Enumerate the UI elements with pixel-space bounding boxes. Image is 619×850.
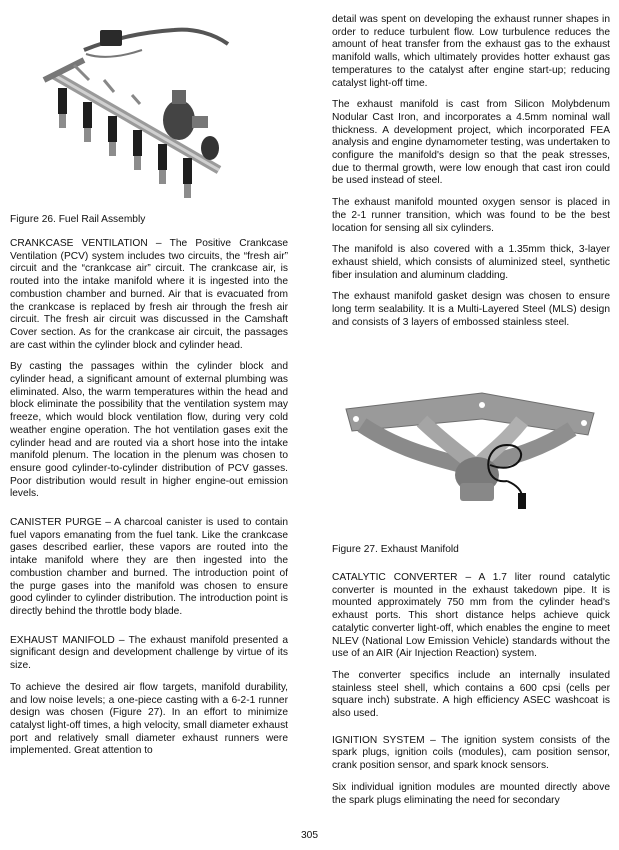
paragraph: To achieve the desired air flow targets, manifold durability, and low noise levels; a one-piece casting with a 6-2-1 runner design was chosen (Figure 27). In an effort to minimize catalyst light-off times, a high velocity, small diameter exhaust port and relatively small diameter exhaust runners were implemented. Great attention to	[10, 681, 288, 757]
paragraph: The exhaust manifold gasket design was chosen to ensure long term sealability. It is a Multi-Layered Steel (MLS) design and consists of 3 layers of embossed stainless steel.	[332, 291, 610, 328]
right-column-bottom	[332, 572, 610, 816]
fuel-rail-figure	[14, 20, 284, 210]
figure-26-caption: Figure 26. Fuel Rail Assembly	[10, 214, 146, 225]
paragraph: IGNITION SYSTEM – The ignition system consists of the spark plugs, ignition coils (modules), cam position sensor, crank position sensor, and spark knock sensors.	[332, 734, 610, 772]
paragraph: CRANKCASE VENTILATION – The Positive Crankcase Ventilation (PCV) system includes two circuits, the “fresh air” circuit and the “crankcase air” circuit. The crankcase air, is routed into the intake manifold where it is ingested into the combustion chamber and burned. Air that is evacuated from the crankcase is replaced by fresh air through the fresh air circuit. The fresh air circuit was discussed in the Camshaft Cover section. As for the crankcase air circuit, the passages are cast within the cylinder block and cylinder head.	[10, 238, 288, 351]
figure-27-caption: Figure 27. Exhaust Manifold	[332, 544, 459, 555]
paragraph: The exhaust manifold is cast from Silicon Molybdenum Nodular Cast Iron, and incorporates a 4.5mm nominal wall thickness. A development project, which incorporated FEA analysis and engine dynamometer testing, was undertaken to configure the manifold's design so that the peak stresses, due to thermal growth, were low enough that cast iron could be used instead of steel.	[332, 99, 610, 187]
paragraph: CANISTER PURGE – A charcoal canister is used to contain fuel vapors emanating from the fuel tank. Like the crankcase gases described earlier, these vapors are routed into the intake manifold where they are then ingested into the combustion chamber and burned. The introduction point of the purge gases into the manifold was chosen to ensure good cylinder to cylinder distribution. The introduction point is directly behind the throttle body blade.	[10, 517, 288, 617]
page-number: 305	[301, 830, 318, 841]
paragraph: EXHAUST MANIFOLD – The exhaust manifold presented a significant design and development challenge by virtue of its size.	[10, 634, 288, 672]
paragraph: detail was spent on developing the exhaust runner shapes in order to reduce turbulent flow. Low turbulence reduces the amount of heat transfer from the exhaust gas to the exhaust manifold walls, which ultimately provides hotter exhaust gas temperatures to the catalyst after engine start-up; reducing catalyst light-off time.	[332, 14, 610, 89]
paragraph: Six individual ignition modules are mounted directly above the spark plugs eliminating the need for secondary	[332, 781, 610, 806]
exhaust-manifold-figure	[332, 385, 610, 515]
paragraph: The exhaust manifold mounted oxygen sensor is placed in the 2-1 runner transition, which was found to be the best location for sensing all six cylinders.	[332, 197, 610, 234]
left-column	[10, 238, 288, 767]
paragraph: By casting the passages within the cylinder block and cylinder head, a significant amount of external plumbing was eliminated. Also, the warm temperatures within the head and block eliminate the possibility that the ventilation system may freeze, which would block ventilation flow, during very cold weather engine operation. The hot ventilation gases exit the cylinder head and are routed via a short hose into the intake manifold plenum. The location in the plenum was chosen to ensure good cylinder-to-cylinder distribution of PCV gasses. Poor distribution would result in higher engine-out emission levels.	[10, 361, 288, 500]
paragraph: The manifold is also covered with a 1.35mm thick, 3-layer exhaust shield, which consists of aluminized steel, synthetic fiber insulation and aluminum cladding.	[332, 244, 610, 281]
paragraph: CATALYTIC CONVERTER – A 1.7 liter round catalytic converter is mounted in the exhaust takedown pipe. It is mounted approximately 750 mm from the cylinder head's exhaust ports. This short distance helps achieve quick catalytic converter light-off, which enables the engine to meet NLEV (National Low Emission Vehicle) standards without the use of an AIR (Air Injection Reaction) system.	[332, 572, 610, 660]
right-column-top	[332, 14, 610, 338]
paragraph: The converter specifics include an internally insulated stainless steel shell, which contains a 600 cpsi (cells per square inch) substrate. A high efficiency ASEC washcoat is also used.	[332, 669, 610, 720]
